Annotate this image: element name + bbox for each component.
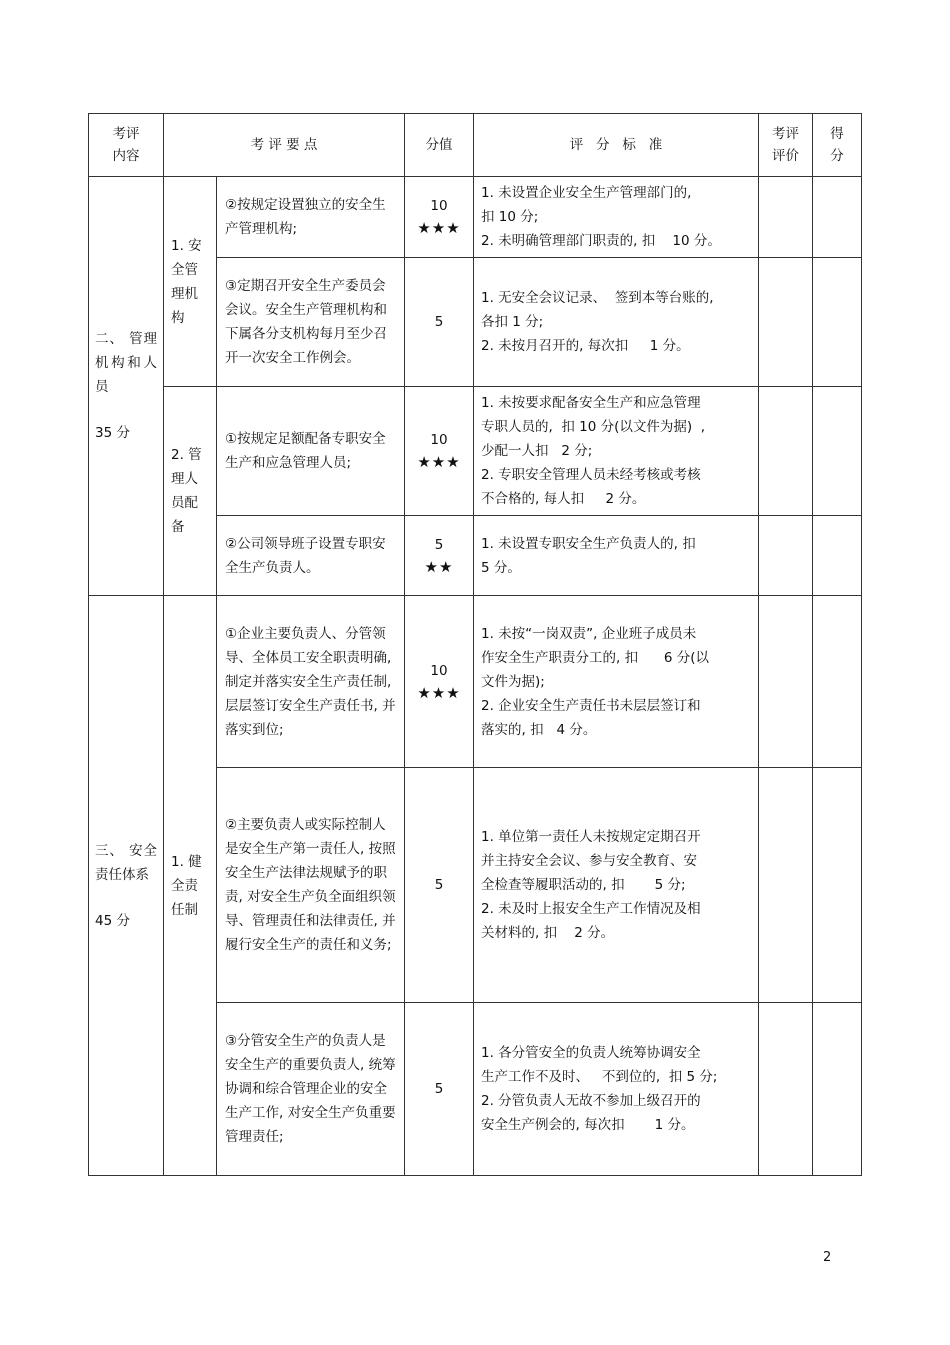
section-title: 二、 管理机构和人员 35 分 bbox=[89, 177, 164, 596]
score-cell bbox=[813, 387, 862, 516]
section-score: 35 分 bbox=[95, 425, 130, 441]
evaluation-cell bbox=[759, 258, 813, 387]
evaluation-table bbox=[88, 113, 862, 1176]
point-text: ③分管安全生产的负责人是安全生产的重要负责人, 统筹协调和综合管理企业的安全生产工作, 对安全生产负重要管理责任; bbox=[217, 1003, 405, 1176]
table-row bbox=[89, 596, 862, 768]
value-number: 5 bbox=[434, 1081, 444, 1097]
value-number: 5 bbox=[434, 314, 444, 330]
header-evaluation: 考评 评价 bbox=[759, 114, 813, 177]
star-rating: ★★★ bbox=[417, 453, 461, 471]
score-cell bbox=[813, 1003, 862, 1176]
header-points: 考 评 要 点 bbox=[164, 114, 405, 177]
standard-cell: 1. 未设置专职安全生产负责人的, 扣 5 分。 bbox=[474, 516, 759, 596]
standard-cell: 1. 单位第一责任人未按规定定期召开 并主持安全会议、参与安全教育、安 全检查等履职活动的, 扣 5 分; 2. 未及时上报安全生产工作情况及相 关材料的, 扣 2 分。 bbox=[474, 768, 759, 1003]
value-cell bbox=[405, 516, 474, 596]
table-row bbox=[89, 177, 862, 258]
score-cell bbox=[813, 596, 862, 768]
value-cell bbox=[405, 177, 474, 258]
point-text: ③定期召开安全生产委员会会议。安全生产管理机构和下属各分支机构每月至少召开一次安全工作例会。 bbox=[217, 258, 405, 387]
point-text: ②主要负责人或实际控制人是安全生产第一责任人, 按照安全生产法律法规赋予的职责, 对安全生产负全面组织领导、管理责任和法律责任, 并履行安全生产的责任和义务; bbox=[217, 768, 405, 1003]
value-number: 10 bbox=[430, 662, 448, 679]
section-score: 45 分 bbox=[95, 912, 130, 929]
star-rating: ★★ bbox=[424, 557, 454, 576]
star-rating: ★★★ bbox=[417, 219, 461, 237]
score-cell bbox=[813, 177, 862, 258]
standard-cell: 1. 未按“一岗双责”, 企业班子成员未 作安全生产职责分工的, 扣 6 分(以 文件为据); 2. 企业安全生产责任书未层层签订和 落实的, 扣 4 分。 bbox=[474, 596, 759, 768]
value-number: 5 bbox=[434, 877, 444, 893]
value-number: 5 bbox=[434, 536, 444, 553]
star-rating: ★★★ bbox=[417, 683, 461, 702]
group-label: 1. 健全责任制 bbox=[164, 596, 217, 1176]
point-text: ①按规定足额配备专职安全生产和应急管理人员; bbox=[217, 387, 405, 516]
evaluation-cell bbox=[759, 1003, 813, 1176]
header-standard: 评 分 标 准 bbox=[474, 114, 759, 177]
value-cell bbox=[405, 596, 474, 768]
value-cell bbox=[405, 387, 474, 516]
value-number: 10 bbox=[430, 198, 448, 214]
section-title: 三、 安全责任体系 45 分 bbox=[89, 596, 164, 1176]
score-cell bbox=[813, 768, 862, 1003]
header-content: 考评 内容 bbox=[89, 114, 164, 177]
evaluation-cell bbox=[759, 177, 813, 258]
header-row bbox=[89, 114, 862, 177]
point-text: ②公司领导班子设置专职安全生产负责人。 bbox=[217, 516, 405, 596]
header-score: 得 分 bbox=[813, 114, 862, 177]
header-value: 分值 bbox=[405, 114, 474, 177]
evaluation-cell bbox=[759, 768, 813, 1003]
page-number: 2 bbox=[823, 1250, 832, 1265]
point-text: ②按规定设置独立的安全生产管理机构; bbox=[217, 177, 405, 258]
value-cell bbox=[405, 768, 474, 1003]
group-label: 1. 安全管理机构 bbox=[164, 177, 217, 387]
evaluation-cell bbox=[759, 596, 813, 768]
score-cell bbox=[813, 516, 862, 596]
evaluation-cell bbox=[759, 516, 813, 596]
standard-cell: 1. 未按要求配备安全生产和应急管理 专职人员的, 扣 10 分(以文件为据) , 少配一人扣 2 分; 2. 专职安全管理人员未经考核或考核 不合格的, 每人扣 2 分。 bbox=[474, 387, 759, 516]
value-number: 10 bbox=[430, 432, 448, 448]
value-cell bbox=[405, 1003, 474, 1176]
standard-cell: 1. 无安全会议记录、 签到本等台账的, 各扣 1 分; 2. 未按月召开的, 每次扣 1 分。 bbox=[474, 258, 759, 387]
value-cell bbox=[405, 258, 474, 387]
point-text: ①企业主要负责人、分管领导、全体员工安全职责明确, 制定并落实安全生产责任制, 层层签订安全生产责任书, 并落实到位; bbox=[217, 596, 405, 768]
table-row bbox=[89, 387, 862, 516]
standard-cell: 1. 未设置企业安全生产管理部门的, 扣 10 分; 2. 未明确管理部门职责的, 扣 10 分。 bbox=[474, 177, 759, 258]
standard-cell: 1. 各分管安全的负责人统筹协调安全 生产工作不及时、 不到位的, 扣 5 分; 2. 分管负责人无故不参加上级召开的 安全生产例会的, 每次扣 1 分。 bbox=[474, 1003, 759, 1176]
score-cell bbox=[813, 258, 862, 387]
group-label: 2. 管理人员配备 bbox=[164, 387, 217, 596]
evaluation-cell bbox=[759, 387, 813, 516]
